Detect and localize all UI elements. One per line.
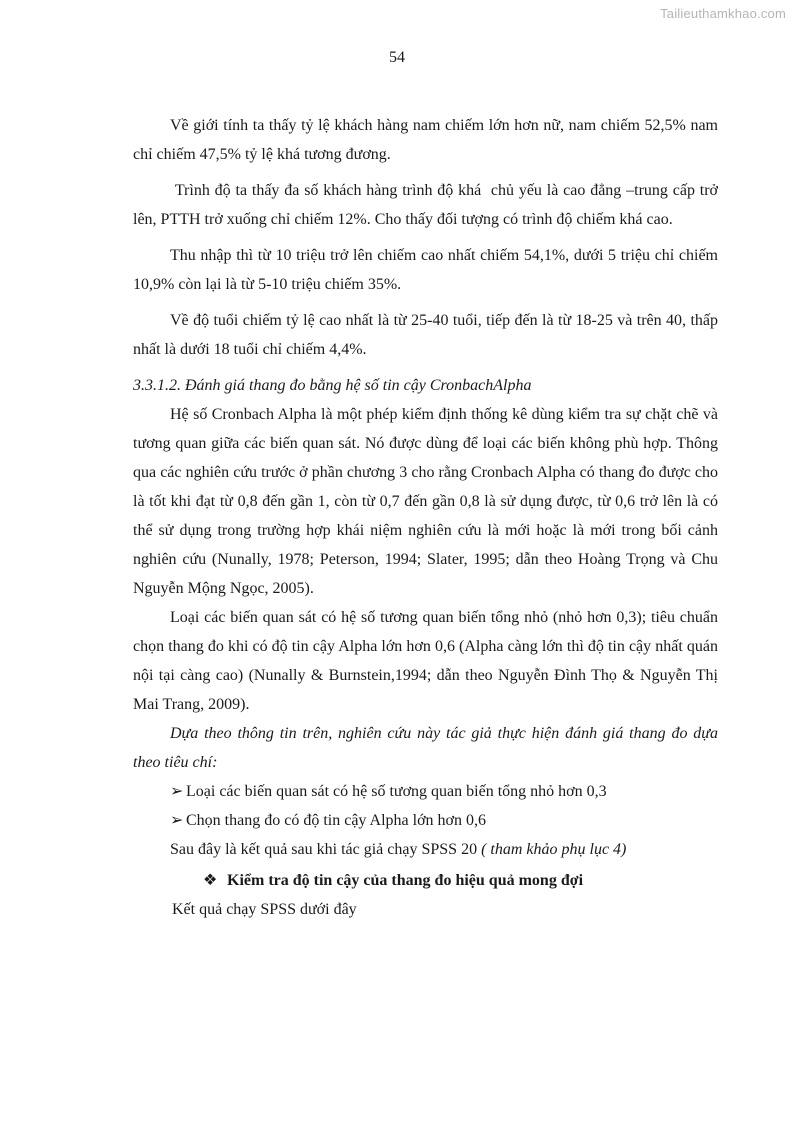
document-body — [133, 111, 723, 924]
subsection-heading-text: Kiểm tra độ tin cậy của thang đo hiệu quả mong đợi — [227, 872, 584, 889]
spss-line — [133, 835, 718, 864]
subsection-heading — [133, 866, 718, 895]
watermark: Tailieuthamkhao.com — [660, 6, 786, 21]
page-number: 54 — [389, 49, 405, 66]
paragraph-education: Trình độ ta thấy đa số khách hàng trình độ khá chủ yếu là cao đẳng –trung cấp trở lên, PTTH trở xuống chỉ chiếm 12%. Cho thấy đối tượng có trình độ chiếm khá cao. — [133, 182, 723, 228]
paragraph-gender: Về giới tính ta thấy tỷ lệ khách hàng nam chiếm lớn hơn nữ, nam chiếm 52,5% nam chỉ chiếm 47,5% tỷ lệ khá tương đương. — [133, 117, 718, 163]
arrow-bullet-icon: ➢ — [170, 812, 184, 829]
list-item — [133, 806, 718, 835]
diamond-bullet-icon: ❖ — [203, 872, 218, 889]
list-item-text: Loại các biến quan sát có hệ số tương quan biến tổng nhỏ hơn 0,3 — [186, 783, 607, 800]
paragraph-age: Về độ tuổi chiếm tỷ lệ cao nhất là từ 25-40 tuổi, tiếp đến là từ 18-25 và trên 40, thấp nhất là dưới 18 tuổi chỉ chiếm 4,4%. — [133, 312, 718, 358]
paragraph-criteria: Loại các biến quan sát có hệ số tương quan biến tổng nhỏ (nhỏ hơn 0,3); tiêu chuẩn chọn thang đo khi có độ tin cậy Alpha lớn hơn 0,6 (Alpha càng lớn thì độ tin cậy nhất quán nội tại càng cao) (Nunally & Burnstein,1994; dẫn theo Nguyễn Đình Thọ & Nguyễn Thị Mai Trang, 2009). — [133, 609, 718, 713]
list-item-text: Chọn thang đo có độ tin cậy Alpha lớn hơn 0,6 — [186, 812, 486, 829]
paragraph-criteria-intro: Dựa theo thông tin trên, nghiên cứu này tác giả thực hiện đánh giá thang đo dựa theo tiêu chí: — [133, 725, 718, 771]
paragraph-cronbach: Hệ số Cronbach Alpha là một phép kiểm định thống kê dùng kiểm tra sự chặt chẽ và tương quan giữa các biến quan sát. Nó được dùng để loại các biến không phù hợp. Thông qua các nghiên cứu trước ở phần chương 3 cho rằng Cronbach Alpha có thang đo được cho là tốt khi đạt từ 0,8 đến gần 1, còn từ 0,7 đến gần 0,8 là sử dụng được, từ 0,6 trở lên là có thể sử dụng trong trường hợp khái niệm nghiên cứu là mới hoặc là mới trong bối cảnh nghiên cứu (Nunally, 1978; Peterson, 1994; Slater, 1995; dẫn theo Hoàng Trọng và Chu Nguyễn Mộng Ngọc, 2005). — [133, 406, 718, 597]
spss-line-text: Sau đây là kết quả sau khi tác giả chạy SPSS 20 — [170, 841, 482, 858]
list-item — [133, 777, 718, 806]
spss-results-caption: Kết quả chạy SPSS dưới đây — [172, 901, 357, 918]
section-heading: 3.3.1.2. Đánh giá thang đo bằng hệ số tin cậy CronbachAlpha — [133, 377, 532, 394]
arrow-bullet-icon: ➢ — [170, 783, 184, 800]
spss-reference: ( tham khảo phụ lục 4) — [481, 841, 627, 858]
paragraph-income: Thu nhập thì từ 10 triệu trở lên chiếm cao nhất chiếm 54,1%, dưới 5 triệu chỉ chiếm 10,9% còn lại là từ 5-10 triệu chiếm 35%. — [133, 247, 718, 293]
criteria-list — [133, 777, 718, 835]
